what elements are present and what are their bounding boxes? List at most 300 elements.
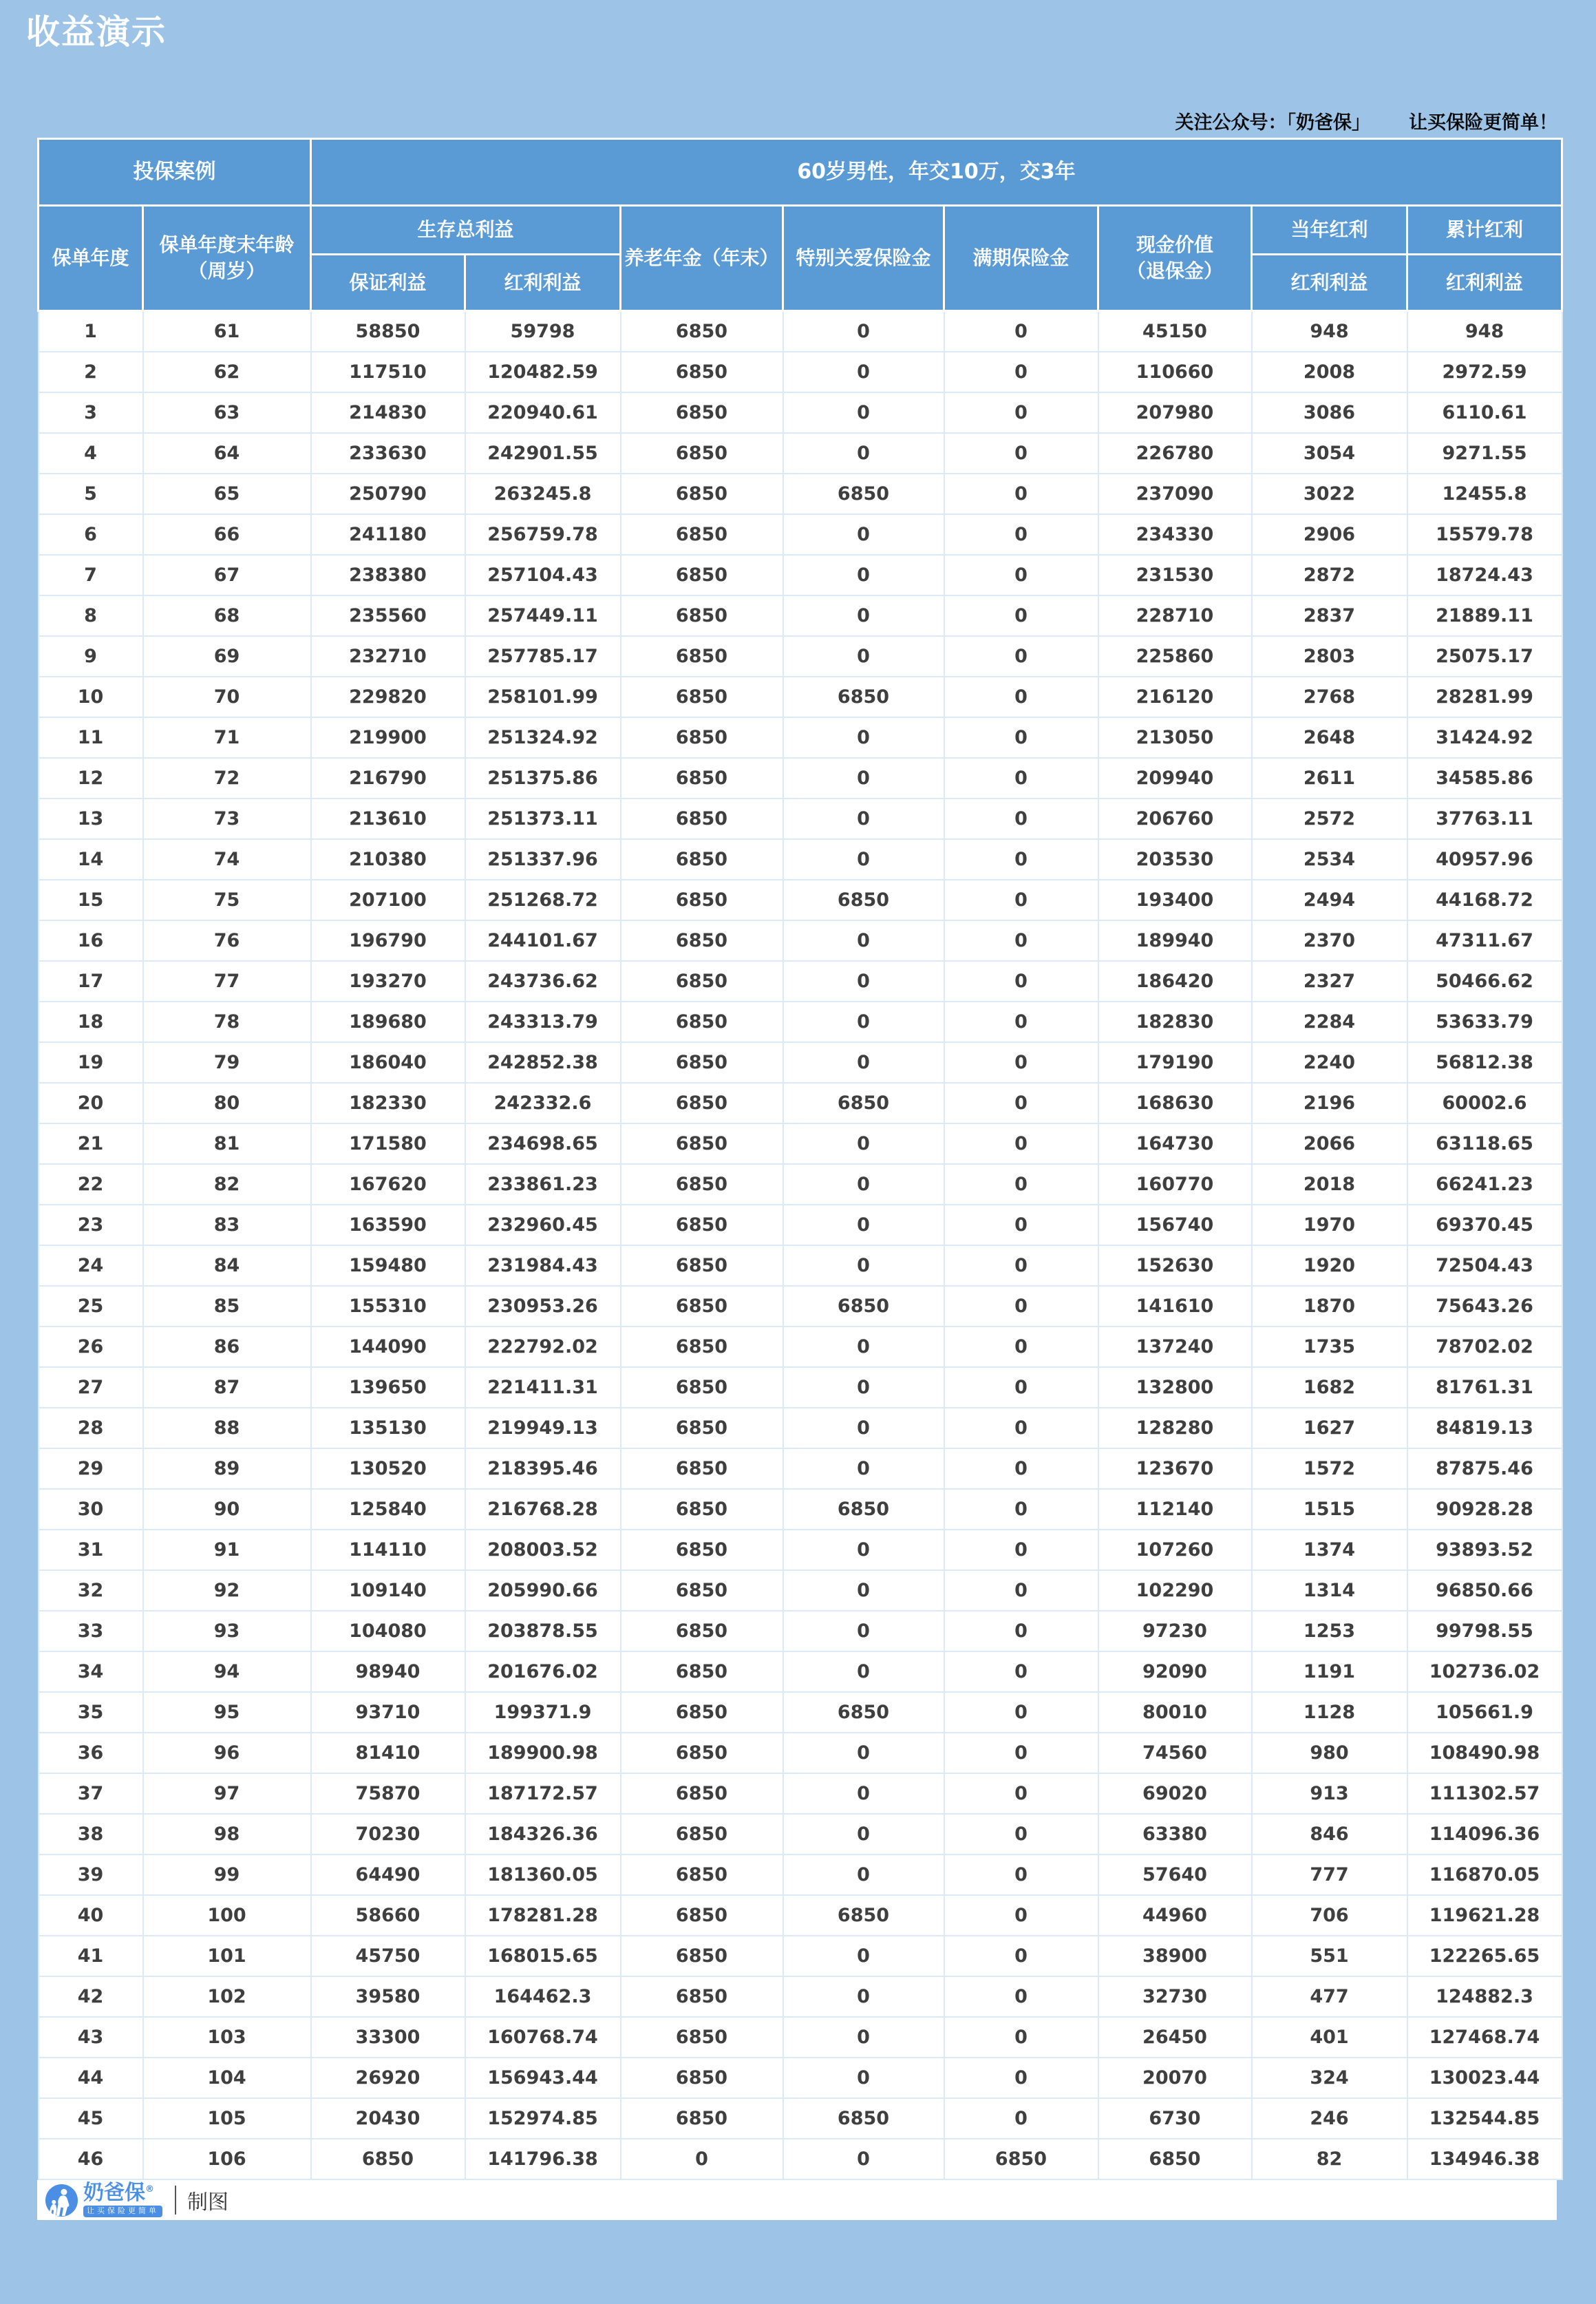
cell-cumulative-dividend: 78702.02 [1407,1327,1562,1367]
cell-age: 81 [143,1123,311,1164]
cell-age: 80 [143,1083,311,1123]
cell-current-dividend: 2837 [1252,595,1407,636]
cell-pension-annuity: 6850 [621,1976,783,2017]
cell-dividend-benefit: 201676.02 [465,1651,621,1692]
cell-guaranteed-benefit: 139650 [311,1367,465,1408]
cell-pension-annuity: 6850 [621,1489,783,1530]
cell-current-dividend: 2906 [1252,514,1407,555]
cell-guaranteed-benefit: 189680 [311,1002,465,1042]
cell-guaranteed-benefit: 232710 [311,636,465,677]
cell-maturity-benefit: 0 [944,799,1098,839]
cell-special-care-benefit: 0 [783,758,944,799]
cell-cash-value: 203530 [1098,839,1252,880]
cell-guaranteed-benefit: 45750 [311,1936,465,1976]
table-row [39,311,1562,352]
cell-cash-value: 156740 [1098,1205,1252,1245]
cash-header-line2: （退保金） [1126,260,1223,282]
cell-pension-annuity: 6850 [621,961,783,1002]
cell-guaranteed-benefit: 117510 [311,352,465,392]
brand-text: 奶爸保 [83,2181,145,2206]
cell-pension-annuity: 6850 [621,1042,783,1083]
cell-special-care-benefit: 0 [783,1164,944,1205]
cell-cash-value: 152630 [1098,1245,1252,1286]
cell-age: 92 [143,1570,311,1611]
cell-special-care-benefit: 0 [783,961,944,1002]
cell-special-care-benefit: 0 [783,839,944,880]
cell-cumulative-dividend: 127468.74 [1407,2017,1562,2058]
cell-cash-value: 207980 [1098,392,1252,433]
table-row [39,1936,1562,1976]
col-header-cumulative-dividend-sub: 红利利益 [1407,255,1562,311]
cell-special-care-benefit: 0 [783,555,944,595]
cell-age: 98 [143,1814,311,1854]
cell-special-care-benefit: 0 [783,799,944,839]
cell-cumulative-dividend: 81761.31 [1407,1367,1562,1408]
notice-right: 让买保险更简单！ [1409,112,1557,134]
cell-policy-year: 45 [39,2098,143,2139]
table-row [39,1002,1562,1042]
cell-cumulative-dividend: 9271.55 [1407,433,1562,474]
brand-block [83,2183,162,2217]
cell-current-dividend: 2611 [1252,758,1407,799]
cell-dividend-benefit: 234698.65 [465,1123,621,1164]
cell-guaranteed-benefit: 182330 [311,1083,465,1123]
table-row [39,1611,1562,1651]
cell-pension-annuity: 6850 [621,920,783,961]
cell-dividend-benefit: 242901.55 [465,433,621,474]
cell-guaranteed-benefit: 235560 [311,595,465,636]
table-header [39,139,1562,311]
cell-pension-annuity: 6850 [621,2017,783,2058]
cell-cash-value: 237090 [1098,474,1252,514]
table-row [39,352,1562,392]
cell-current-dividend: 1735 [1252,1327,1407,1367]
cell-cumulative-dividend: 21889.11 [1407,595,1562,636]
cell-guaranteed-benefit: 233630 [311,433,465,474]
cell-current-dividend: 1191 [1252,1651,1407,1692]
cell-current-dividend: 980 [1252,1733,1407,1773]
cell-cash-value: 137240 [1098,1327,1252,1367]
cell-dividend-benefit: 59798 [465,311,621,352]
table-row [39,1530,1562,1570]
footer-divider [175,2186,176,2215]
cell-age: 91 [143,1530,311,1570]
cell-dividend-benefit: 203878.55 [465,1611,621,1651]
cell-cash-value: 6850 [1098,2139,1252,2179]
cell-cumulative-dividend: 132544.85 [1407,2098,1562,2139]
cell-age: 79 [143,1042,311,1083]
cell-maturity-benefit: 0 [944,1205,1098,1245]
cell-cash-value: 168630 [1098,1083,1252,1123]
cell-special-care-benefit: 0 [783,2017,944,2058]
cell-policy-year: 2 [39,352,143,392]
col-header-special-care: 特别关爱保险金 [783,206,944,311]
cell-policy-year: 20 [39,1083,143,1123]
cell-cash-value: 74560 [1098,1733,1252,1773]
cell-maturity-benefit: 0 [944,474,1098,514]
cell-cash-value: 32730 [1098,1976,1252,2017]
cell-pension-annuity: 6850 [621,1895,783,1936]
cell-pension-annuity: 6850 [621,677,783,717]
cell-guaranteed-benefit: 109140 [311,1570,465,1611]
cell-maturity-benefit: 0 [944,1286,1098,1327]
table-row [39,1733,1562,1773]
table-row [39,1814,1562,1854]
cell-pension-annuity: 6850 [621,758,783,799]
cell-maturity-benefit: 0 [944,595,1098,636]
cell-guaranteed-benefit: 238380 [311,555,465,595]
cell-cash-value: 45150 [1098,311,1252,352]
cell-current-dividend: 948 [1252,311,1407,352]
cell-maturity-benefit: 0 [944,1123,1098,1164]
cell-current-dividend: 1253 [1252,1611,1407,1651]
cell-dividend-benefit: 232960.45 [465,1205,621,1245]
cell-cumulative-dividend: 84819.13 [1407,1408,1562,1448]
cell-maturity-benefit: 0 [944,2017,1098,2058]
cell-pension-annuity: 0 [621,2139,783,2179]
cell-current-dividend: 324 [1252,2058,1407,2098]
table-row [39,2058,1562,2098]
cell-dividend-benefit: 257785.17 [465,636,621,677]
cell-age: 69 [143,636,311,677]
cell-special-care-benefit: 0 [783,392,944,433]
cell-pension-annuity: 6850 [621,839,783,880]
cell-dividend-benefit: 164462.3 [465,1976,621,2017]
cell-cumulative-dividend: 93893.52 [1407,1530,1562,1570]
cell-cash-value: 97230 [1098,1611,1252,1651]
cell-cumulative-dividend: 134946.38 [1407,2139,1562,2179]
cell-age: 86 [143,1327,311,1367]
col-header-current-dividend-sub: 红利利益 [1252,255,1407,311]
cell-maturity-benefit: 0 [944,2098,1098,2139]
cell-special-care-benefit: 0 [783,1530,944,1570]
cell-current-dividend: 1682 [1252,1367,1407,1408]
cell-age: 89 [143,1448,311,1489]
cell-cash-value: 226780 [1098,433,1252,474]
cell-age: 61 [143,311,311,352]
cell-age: 83 [143,1205,311,1245]
cell-pension-annuity: 6850 [621,392,783,433]
cell-special-care-benefit: 0 [783,920,944,961]
cell-cumulative-dividend: 12455.8 [1407,474,1562,514]
cell-maturity-benefit: 0 [944,1408,1098,1448]
cell-maturity-benefit: 0 [944,1814,1098,1854]
cell-guaranteed-benefit: 229820 [311,677,465,717]
cell-age: 77 [143,961,311,1002]
cell-current-dividend: 1920 [1252,1245,1407,1286]
cell-cumulative-dividend: 111302.57 [1407,1773,1562,1814]
cell-policy-year: 10 [39,677,143,717]
cell-guaranteed-benefit: 250790 [311,474,465,514]
cell-maturity-benefit: 0 [944,1733,1098,1773]
cell-current-dividend: 2066 [1252,1123,1407,1164]
table-row [39,2139,1562,2179]
cell-cumulative-dividend: 124882.3 [1407,1976,1562,2017]
cell-special-care-benefit: 0 [783,514,944,555]
cell-pension-annuity: 6850 [621,433,783,474]
table-row [39,1651,1562,1692]
cell-current-dividend: 3054 [1252,433,1407,474]
dad-and-child-icon [45,2184,78,2217]
benefit-table [37,138,1563,2180]
cell-cash-value: 20070 [1098,2058,1252,2098]
cell-pension-annuity: 6850 [621,1327,783,1367]
cell-special-care-benefit: 6850 [783,880,944,920]
cell-guaranteed-benefit: 64490 [311,1854,465,1895]
cell-current-dividend: 1970 [1252,1205,1407,1245]
cell-age: 64 [143,433,311,474]
cell-guaranteed-benefit: 104080 [311,1611,465,1651]
cell-maturity-benefit: 0 [944,677,1098,717]
cell-pension-annuity: 6850 [621,1448,783,1489]
cell-cumulative-dividend: 75643.26 [1407,1286,1562,1327]
cell-pension-annuity: 6850 [621,1164,783,1205]
cell-special-care-benefit: 0 [783,1773,944,1814]
cell-special-care-benefit: 0 [783,1936,944,1976]
table-row [39,2017,1562,2058]
cell-maturity-benefit: 0 [944,961,1098,1002]
cell-current-dividend: 551 [1252,1936,1407,1976]
cell-maturity-benefit: 0 [944,1976,1098,2017]
col-header-maturity: 满期保险金 [944,206,1098,311]
cell-policy-year: 23 [39,1205,143,1245]
cell-age: 74 [143,839,311,880]
cell-maturity-benefit: 0 [944,1245,1098,1286]
page-title: 收益演示 [26,12,167,52]
col-header-current-dividend: 当年红利 [1252,206,1407,255]
cell-policy-year: 5 [39,474,143,514]
table-row [39,961,1562,1002]
cell-policy-year: 30 [39,1489,143,1530]
cell-pension-annuity: 6850 [621,1286,783,1327]
cell-policy-year: 7 [39,555,143,595]
cell-maturity-benefit: 0 [944,555,1098,595]
cell-cash-value: 189940 [1098,920,1252,961]
cell-cash-value: 141610 [1098,1286,1252,1327]
cell-guaranteed-benefit: 39580 [311,1976,465,2017]
table-row [39,1205,1562,1245]
table-area [37,138,1557,2220]
cell-special-care-benefit: 6850 [783,2098,944,2139]
cell-cumulative-dividend: 63118.65 [1407,1123,1562,1164]
cell-guaranteed-benefit: 207100 [311,880,465,920]
cell-current-dividend: 1572 [1252,1448,1407,1489]
cell-special-care-benefit: 6850 [783,1083,944,1123]
cell-policy-year: 29 [39,1448,143,1489]
cell-age: 93 [143,1611,311,1651]
cell-current-dividend: 2327 [1252,961,1407,1002]
cell-policy-year: 33 [39,1611,143,1651]
cell-current-dividend: 706 [1252,1895,1407,1936]
cell-pension-annuity: 6850 [621,636,783,677]
cell-guaranteed-benefit: 58660 [311,1895,465,1936]
cell-age: 95 [143,1692,311,1733]
cell-special-care-benefit: 6850 [783,1895,944,1936]
cell-special-care-benefit: 0 [783,1327,944,1367]
cell-guaranteed-benefit: 216790 [311,758,465,799]
cell-cash-value: 234330 [1098,514,1252,555]
cell-policy-year: 26 [39,1327,143,1367]
cell-guaranteed-benefit: 210380 [311,839,465,880]
cell-dividend-benefit: 242852.38 [465,1042,621,1083]
cell-current-dividend: 2008 [1252,352,1407,392]
cell-policy-year: 19 [39,1042,143,1083]
table-row [39,1692,1562,1733]
cell-pension-annuity: 6850 [621,1245,783,1286]
table-row [39,839,1562,880]
cell-cash-value: 193400 [1098,880,1252,920]
cell-maturity-benefit: 0 [944,2058,1098,2098]
table-row [39,1448,1562,1489]
cell-dividend-benefit: 257449.11 [465,595,621,636]
cell-cash-value: 44960 [1098,1895,1252,1936]
cell-policy-year: 8 [39,595,143,636]
cell-maturity-benefit: 0 [944,1611,1098,1651]
cell-guaranteed-benefit: 33300 [311,2017,465,2058]
cell-cumulative-dividend: 72504.43 [1407,1245,1562,1286]
cell-age: 66 [143,514,311,555]
cell-special-care-benefit: 6850 [783,677,944,717]
cell-dividend-benefit: 233861.23 [465,1164,621,1205]
cell-pension-annuity: 6850 [621,880,783,920]
cell-maturity-benefit: 0 [944,1530,1098,1570]
col-header-cash-value [1098,206,1252,311]
cell-cash-value: 160770 [1098,1164,1252,1205]
table-row [39,433,1562,474]
cell-guaranteed-benefit: 58850 [311,311,465,352]
cell-cash-value: 132800 [1098,1367,1252,1408]
cell-policy-year: 25 [39,1286,143,1327]
cell-cumulative-dividend: 105661.9 [1407,1692,1562,1733]
cell-age: 82 [143,1164,311,1205]
cell-maturity-benefit: 0 [944,1164,1098,1205]
cell-guaranteed-benefit: 125840 [311,1489,465,1530]
cell-policy-year: 12 [39,758,143,799]
col-header-dividend: 红利利益 [465,255,621,311]
cell-special-care-benefit: 0 [783,1367,944,1408]
cell-maturity-benefit: 0 [944,1895,1098,1936]
cell-dividend-benefit: 243736.62 [465,961,621,1002]
cell-cumulative-dividend: 114096.36 [1407,1814,1562,1854]
cell-current-dividend: 1515 [1252,1489,1407,1530]
cell-maturity-benefit: 0 [944,1570,1098,1611]
cell-special-care-benefit: 6850 [783,1286,944,1327]
cell-age: 75 [143,880,311,920]
cell-cumulative-dividend: 119621.28 [1407,1895,1562,1936]
cell-guaranteed-benefit: 163590 [311,1205,465,1245]
cell-special-care-benefit: 0 [783,1976,944,2017]
cell-dividend-benefit: 184326.36 [465,1814,621,1854]
cell-cash-value: 128280 [1098,1408,1252,1448]
col-header-guaranteed: 保证利益 [311,255,465,311]
cell-current-dividend: 246 [1252,2098,1407,2139]
cell-current-dividend: 2872 [1252,555,1407,595]
cell-maturity-benefit: 0 [944,839,1098,880]
cell-dividend-benefit: 189900.98 [465,1733,621,1773]
cell-dividend-benefit: 160768.74 [465,2017,621,2058]
table-row [39,1854,1562,1895]
cell-age: 71 [143,717,311,758]
cell-policy-year: 3 [39,392,143,433]
col-header-cumulative-dividend: 累计红利 [1407,206,1562,255]
cell-maturity-benefit: 0 [944,1367,1098,1408]
notice-left: 关注公众号：「奶爸保」 [1175,112,1370,134]
cell-policy-year: 1 [39,311,143,352]
cell-maturity-benefit: 0 [944,352,1098,392]
cell-pension-annuity: 6850 [621,1083,783,1123]
cell-cash-value: 26450 [1098,2017,1252,2058]
cell-maturity-benefit: 0 [944,1083,1098,1123]
cell-policy-year: 28 [39,1408,143,1448]
cell-guaranteed-benefit: 167620 [311,1164,465,1205]
cell-guaranteed-benefit: 75870 [311,1773,465,1814]
cell-maturity-benefit: 0 [944,514,1098,555]
cell-dividend-benefit: 216768.28 [465,1489,621,1530]
cell-dividend-benefit: 208003.52 [465,1530,621,1570]
table-row [39,1895,1562,1936]
cell-policy-year: 6 [39,514,143,555]
cell-pension-annuity: 6850 [621,1205,783,1245]
cell-cash-value: 123670 [1098,1448,1252,1489]
cell-guaranteed-benefit: 159480 [311,1245,465,1286]
cell-special-care-benefit: 0 [783,1123,944,1164]
table-row [39,1083,1562,1123]
cell-policy-year: 44 [39,2058,143,2098]
cell-special-care-benefit: 0 [783,2058,944,2098]
cell-special-care-benefit: 0 [783,2139,944,2179]
cell-dividend-benefit: 251373.11 [465,799,621,839]
cell-cumulative-dividend: 948 [1407,311,1562,352]
cell-pension-annuity: 6850 [621,595,783,636]
cell-cumulative-dividend: 28281.99 [1407,677,1562,717]
cell-cumulative-dividend: 34585.86 [1407,758,1562,799]
cell-pension-annuity: 6850 [621,799,783,839]
cell-special-care-benefit: 0 [783,595,944,636]
cell-policy-year: 32 [39,1570,143,1611]
cell-policy-year: 15 [39,880,143,920]
cell-cash-value: 107260 [1098,1530,1252,1570]
table-row [39,880,1562,920]
cell-age: 96 [143,1733,311,1773]
cell-maturity-benefit: 0 [944,1936,1098,1976]
cell-special-care-benefit: 0 [783,1611,944,1651]
cell-cash-value: 38900 [1098,1936,1252,1976]
table-row [39,1245,1562,1286]
cell-guaranteed-benefit: 241180 [311,514,465,555]
cell-age: 72 [143,758,311,799]
cell-cumulative-dividend: 87875.46 [1407,1448,1562,1489]
cell-cash-value: 6730 [1098,2098,1252,2139]
cell-cumulative-dividend: 18724.43 [1407,555,1562,595]
cell-guaranteed-benefit: 155310 [311,1286,465,1327]
cell-guaranteed-benefit: 26920 [311,2058,465,2098]
cell-cash-value: 216120 [1098,677,1252,717]
cell-maturity-benefit: 0 [944,1773,1098,1814]
brand-name [83,2181,154,2206]
cell-policy-year: 27 [39,1367,143,1408]
cell-cash-value: 112140 [1098,1489,1252,1530]
cell-guaranteed-benefit: 93710 [311,1692,465,1733]
cell-policy-year: 18 [39,1002,143,1042]
cell-age: 90 [143,1489,311,1530]
cell-cash-value: 69020 [1098,1773,1252,1814]
cell-policy-year: 14 [39,839,143,880]
cell-cash-value: 186420 [1098,961,1252,1002]
cell-cumulative-dividend: 50466.62 [1407,961,1562,1002]
cell-pension-annuity: 6850 [621,1530,783,1570]
col-header-policy-year: 保单年度 [39,206,143,311]
cell-policy-year: 46 [39,2139,143,2179]
